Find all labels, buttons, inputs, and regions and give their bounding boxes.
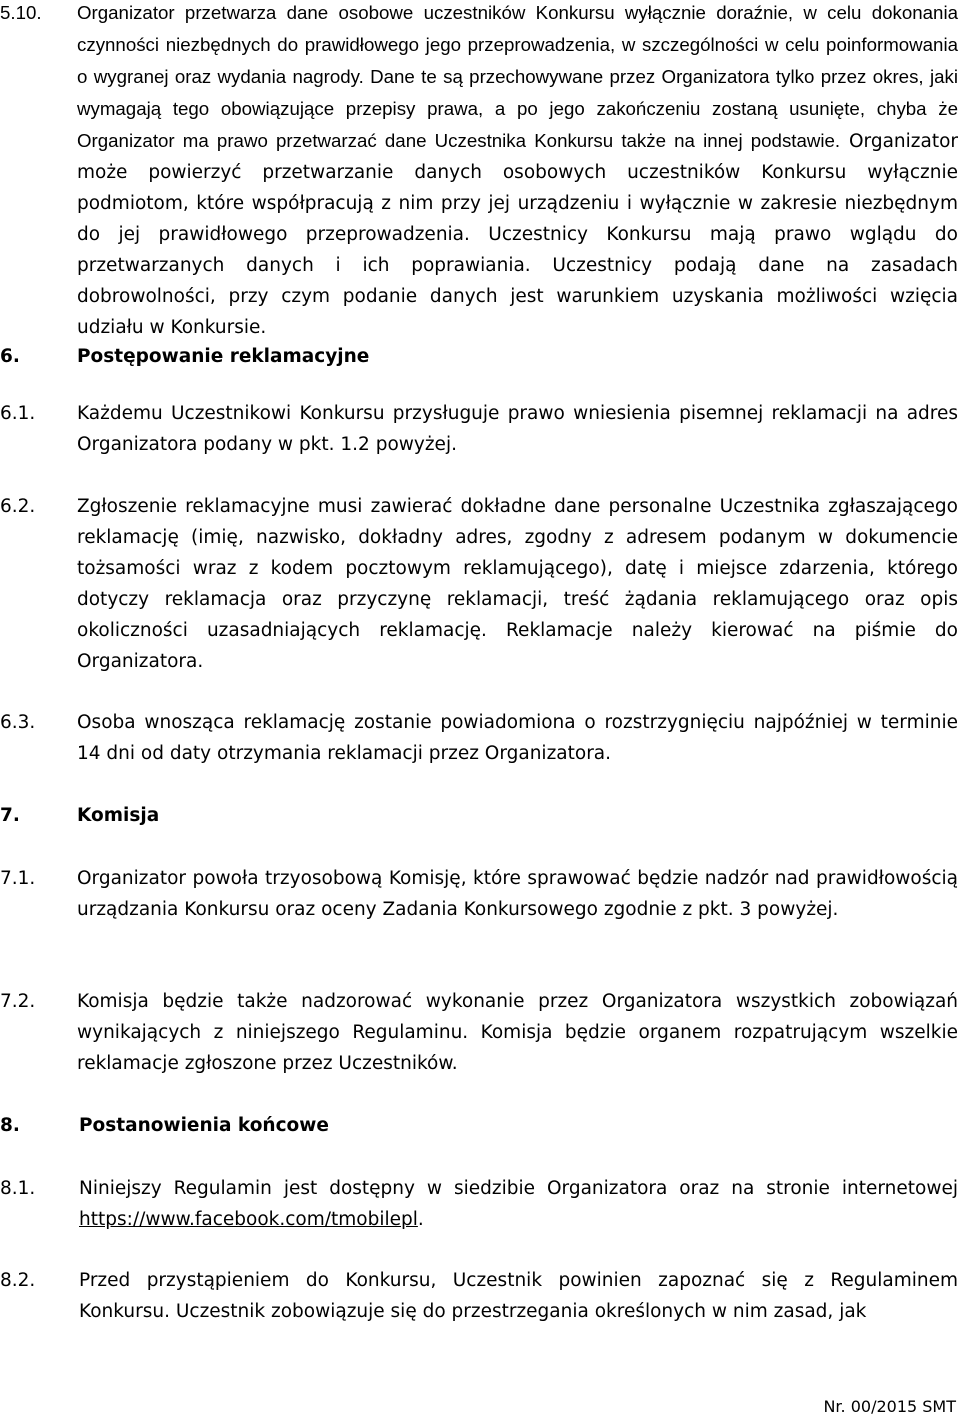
section-text-part: Organizator może powierzyć przetwarzanie danych osobowych uczestników Konkursu wyłącznie podmiotom, które współpracują z nim przy jej urządzeniu i wyłącznie w zakresie niezbędnym do jej prawidłowego przeprowadzenia. Uczestnicy Konkursu mają prawo wglądu do przetwarzanych danych i ich poprawiania. Uczestnicy podają dane na zasadach dobrowolności, przy czym podanie danych jest warunkiem uzyskania możliwości wzięcia udziału w Konkursie.	[77, 131, 958, 338]
heading-number: 7.	[0, 805, 20, 826]
section-number: 6.3.	[0, 712, 36, 733]
section-text-part: Organizator przetwarza dane osobowe uczestników Konkursu wyłącznie doraźnie, w celu dokonania czynności niezbędnych do prawidłowego jego przeprowadzenia, w szczególności w celu poinformowania o wygranej oraz wydania nagrody.	[77, 2, 958, 87]
facebook-link[interactable]: https://www.facebook.com/tmobilepl	[79, 1209, 418, 1230]
section-text: Zgłoszenie reklamacyjne musi zawierać dokładne dane personalne Uczestnika zgłaszającego reklamację (imię, nazwisko, dokładny adres, zgodny z adresem podanym w dokumencie tożsamości wraz z kodem pocztowym reklamującego), datę i miejsce zdarzenia, którego dotyczy reklamacja oraz przyczynę reklamacji, treść żądania reklamującego oraz opis okoliczności uzasadniających reklamację. Reklamacje należy kierować na piśmie do Organizatora.	[77, 496, 958, 672]
section-number: 8.2.	[0, 1270, 36, 1291]
heading-title: Postanowienia końcowe	[79, 1115, 329, 1136]
section-text: Każdemu Uczestnikowi Konkursu przysługuje prawo wniesienia pisemnej reklamacji na adres Organizatora podany w pkt. 1.2 powyżej.	[77, 403, 958, 455]
section-text: Przed przystąpieniem do Konkursu, Uczestnik powinien zapoznać się z Regulaminem Konkursu. Uczestnik zobowiązuje się do przestrzegania określonych w nim zasad, jak	[79, 1270, 958, 1322]
section-text: Komisja będzie także nadzorować wykonanie przez Organizatora wszystkich zobowiązań wynikających z niniejszego Regulaminu. Komisja będzie organem rozpatrującym wszelkie reklamacje zgłoszone przez Uczestników.	[77, 991, 958, 1074]
section-number: 6.2.	[0, 496, 36, 517]
section-text	[79, 1173, 958, 1235]
section-text-part: Dane te są przechowywane przez Organizatora tylko przez okres, jaki wymagają tego obowiązujące przepisy prawa, a po jego zakończeniu zostaną usunięte, chyba że Organizator ma prawo przetwarzać dane Uczestnika Konkursu także na innej podstawie.	[77, 66, 958, 151]
heading-number: 8.	[0, 1115, 20, 1136]
section-text-part: .	[417, 1209, 424, 1230]
section-number: 7.2.	[0, 991, 36, 1012]
section-number: 8.1.	[0, 1178, 36, 1199]
section-number: 6.1.	[0, 403, 36, 424]
heading-title: Postępowanie reklamacyjne	[77, 346, 370, 367]
section-text-part: Niniejszy Regulamin jest dostępny w siedzibie Organizatora oraz na stronie internetowej	[79, 1178, 958, 1199]
section-text	[77, 0, 958, 343]
page-footer: Nr. 00/2015 SMT	[823, 1397, 956, 1416]
section-text: Organizator powoła trzyosobową Komisję, które sprawować będzie nadzór nad prawidłowością urządzania Konkursu oraz oceny Zadania Konkursowego zgodnie z pkt. 3 powyżej.	[77, 868, 958, 920]
section-text: Osoba wnosząca reklamację zostanie powiadomiona o rozstrzygnięciu najpóźniej w terminie 14 dni od daty otrzymania reklamacji przez Organizatora.	[77, 712, 958, 764]
heading-number: 6.	[0, 346, 20, 367]
heading-title: Komisja	[77, 805, 160, 826]
section-number: 7.1.	[0, 868, 36, 889]
section-number: 5.10.	[0, 2, 42, 23]
